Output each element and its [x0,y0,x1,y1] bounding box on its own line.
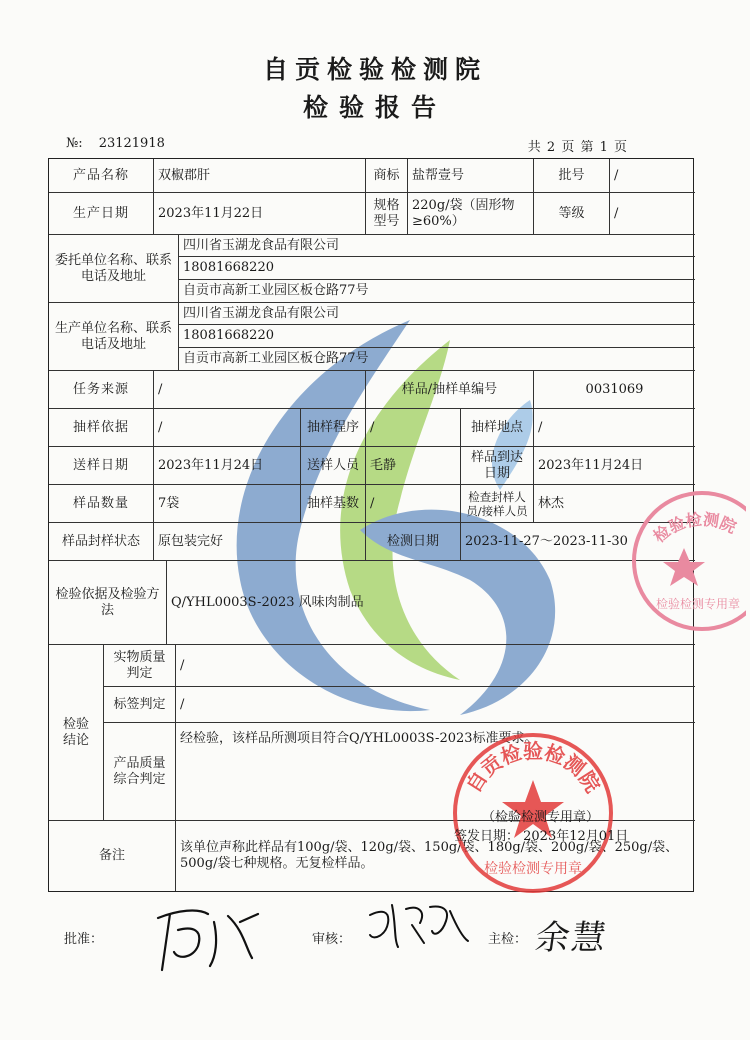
approver-signature [148,900,268,980]
test-date-label: 检测日期 [366,523,461,561]
main-inspector-signature: 余慧 [532,918,611,958]
svg-text:检验检测院: 检验检测院 [649,509,740,547]
sample-quantity-label: 样品数量 [49,485,154,523]
sampling-basis-label: 抽样依据 [49,409,154,447]
sampling-base-value: / [366,485,461,523]
client-address: 自贡市高新工业园区板仓路77号 [179,280,695,303]
overall-judgement-label: 产品质量综合判定 [104,723,176,821]
approve-label: 批准： [64,932,104,947]
client-label: 委托单位名称、联系电话及地址 [49,235,179,303]
arrival-date-label: 样品到达日期 [461,447,534,485]
review-label: 审核： [312,932,352,947]
producer-label: 生产单位名称、联系电话及地址 [49,303,179,371]
svg-text:检验检测专用章: 检验检测专用章 [484,861,582,877]
spec-value: 220g/袋（固形物≥60%） [408,193,534,235]
batch-label: 批号 [534,159,610,193]
client-phone: 18081668220 [179,257,695,280]
report-number-label: №: [66,136,83,151]
remarks-value: 该单位声称此样品有100g/袋、120g/袋、150g/袋、180g/袋、200g/袋、250g/袋、500g/袋七种规格。无复检样品。 [180,840,679,871]
sample-quantity-value: 7袋 [154,485,301,523]
sampling-procedure-value: / [366,409,461,447]
reviewer-signature [362,895,472,955]
remarks-label: 备注 [49,821,176,891]
spec-label: 规格型号 [366,193,408,235]
sample-number-label: 样品/抽样单编号 [366,371,534,409]
report-number-value: 23121918 [98,136,165,151]
producer-company: 四川省玉湖龙食品有限公司 [179,303,695,325]
physical-quality-label: 实物质量判定 [104,645,176,687]
conclusion-label: 检验结论 [49,645,104,821]
task-source-value: / [154,371,366,409]
sender-label: 送样人员 [301,447,366,485]
production-date-label: 生产日期 [49,193,154,235]
producer-address: 自贡市高新工业园区板仓路77号 [179,348,695,371]
production-date-value: 2023年11月22日 [154,193,366,235]
sampling-procedure-label: 抽样程序 [301,409,366,447]
method-value: Q/YHL0003S-2023 风味肉制品 [167,561,695,645]
label-check-label: 标签判定 [104,687,176,723]
sender-value: 毛静 [366,447,461,485]
svg-text:检验检测专用章: 检验检测专用章 [655,597,741,611]
producer-phone: 18081668220 [179,325,695,348]
method-label: 检验依据及检验方法 [49,561,167,645]
client-company: 四川省玉湖龙食品有限公司 [179,235,695,257]
sampling-location-label: 抽样地点 [461,409,534,447]
grade-value: / [610,193,695,235]
overall-judgement-value: 经检验，该样品所测项目符合Q/YHL0003S-2023标准要求。 [176,723,695,821]
main-inspector-label: 主检： [488,932,528,947]
brand-label: 商标 [366,159,408,193]
grade-label: 等级 [534,193,610,235]
institute-title: 自贡检验检测院 [262,55,487,84]
edge-seal-stamp [628,490,746,632]
seal-status-value: 原包装完好 [154,523,366,561]
issue-date: 签发日期： 2023年12月01日 [454,829,629,844]
seal-status-label: 样品封样状态 [49,523,154,561]
physical-quality-value: / [176,645,695,687]
page-info: 共 2 页 第 1 页 [527,140,628,155]
arrival-date-value: 2023年11月24日 [534,447,695,485]
product-name-value: 双椒郡肝 [154,159,366,193]
label-check-value: / [176,687,695,723]
product-name-label: 产品名称 [49,159,154,193]
sample-number-value: 0031069 [534,371,695,409]
seal-note: （检验检测专用章） [482,810,600,825]
sampling-location-value: / [534,409,695,447]
seal-note-and-date [454,806,628,844]
test-date-value: 2023-11-27～2023-11-30 [461,523,695,561]
sampling-base-label: 抽样基数 [301,485,366,523]
inspector-value: 林杰 [534,485,695,523]
send-date-label: 送样日期 [49,447,154,485]
inspector-label: 检查封样人员/接样人员 [461,485,534,523]
svg-text:自贡检验检测院: 自贡检验检测院 [461,739,605,797]
report-title: 检验报告 [302,93,447,122]
send-date-value: 2023年11月24日 [154,447,301,485]
report-number [66,136,165,151]
batch-value: / [610,159,695,193]
sampling-basis-value: / [154,409,301,447]
task-source-label: 任务来源 [49,371,154,409]
brand-value: 盐帮壹号 [408,159,534,193]
